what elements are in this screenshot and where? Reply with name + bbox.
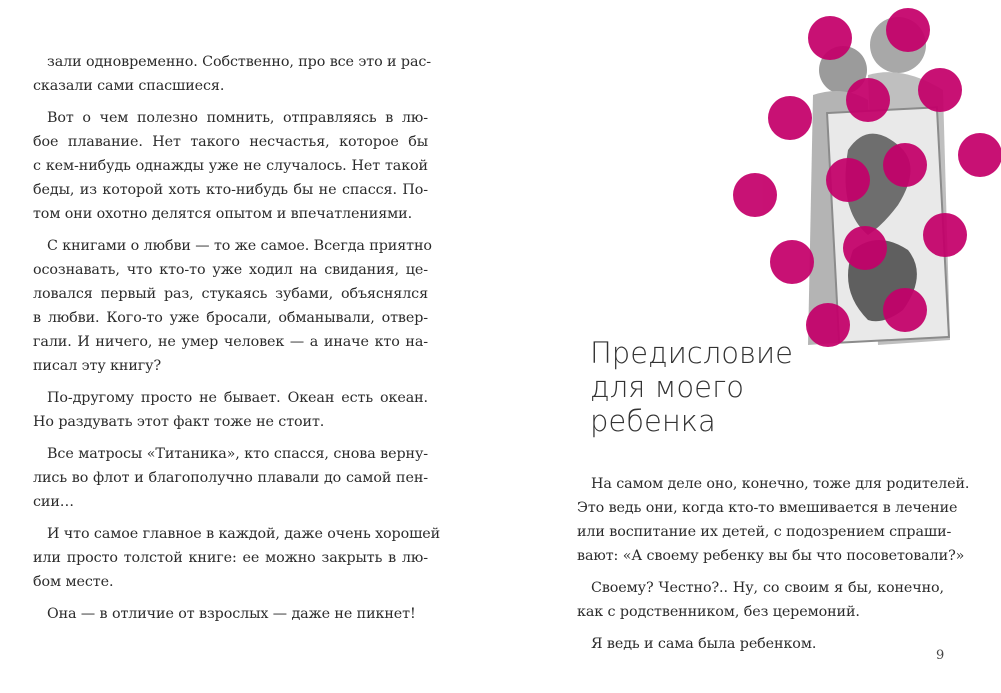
paragraph [33, 522, 441, 594]
chapter-title [590, 336, 793, 438]
text-line: писал эту книгу? [33, 358, 162, 374]
paragraph [33, 602, 428, 626]
right-page-body [577, 472, 970, 664]
text-line: бое плавание. Нет такого несчастья, которое бы [33, 134, 428, 150]
text-line: На самом деле оно, конечно, тоже для родителей. [591, 476, 970, 492]
paragraph [577, 472, 970, 568]
children-with-heart-illustration [728, 0, 1001, 370]
text-line: И что самое главное в каждой, даже очень хорошей [47, 526, 441, 542]
text-line: осознавать, что кто-то уже ходил на свидания, це- [33, 262, 428, 278]
text-line: бом месте. [33, 574, 114, 590]
text-line: вают: «А своему ребенку вы бы что посоветовали?» [577, 548, 965, 564]
paragraph [33, 442, 428, 514]
text-line: сии… [33, 494, 74, 510]
paragraph [577, 632, 944, 656]
chapter-title-line: ребенка [590, 404, 716, 438]
paragraph [33, 50, 432, 98]
text-line: Вот о чем полезно помнить, отправляясь в лю- [47, 110, 428, 126]
text-line: зали одновременно. Собственно, про все это и рас- [47, 54, 432, 70]
text-line: Но раздувать этот факт тоже не стоит. [33, 414, 325, 430]
text-line: беды, из которой хоть кто-нибудь бы не спасся. По- [33, 182, 428, 198]
text-line: ловался первый раз, стукаясь зубами, объяснялся [33, 286, 428, 302]
paragraph [577, 576, 944, 624]
text-line: или воспитание их детей, с подозрением спраши- [577, 524, 952, 540]
chapter-title-line: Предисловие [590, 336, 793, 370]
text-line: том они охотно делятся опытом и впечатлениями. [33, 206, 413, 222]
text-line: с кем-нибудь однажды уже не случалось. Нет такой [33, 158, 428, 174]
text-line: С книгами о любви — то же самое. Всегда приятно [47, 238, 432, 254]
paragraph [33, 106, 428, 226]
text-line: сказали сами спасшиеся. [33, 78, 225, 94]
text-line: Это ведь они, когда кто-то вмешивается в лечение [577, 500, 958, 516]
right-page [500, 0, 1001, 693]
text-line: как с родственником, без церемоний. [577, 604, 860, 620]
paragraph [33, 234, 432, 378]
text-line: Все матросы «Титаника», кто спасся, снова верну- [47, 446, 428, 462]
text-line: Своему? Честно?.. Ну, со своим я бы, конечно, [591, 580, 944, 596]
left-page [0, 0, 500, 693]
chapter-title-line: для моего [590, 370, 745, 404]
text-line: Она — в отличие от взрослых — даже не пикнет! [47, 606, 416, 622]
text-line: Я ведь и сама была ребенком. [591, 636, 817, 652]
paragraph [33, 386, 428, 434]
text-line: или просто толстой книге: ее можно закрыть в лю- [33, 550, 428, 566]
text-line: лись во флот и благополучно плавали до самой пен- [33, 470, 428, 486]
text-line: По-другому просто не бывает. Океан есть океан. [47, 390, 428, 406]
text-line: гали. И ничего, не умер человек — а иначе кто на- [33, 334, 428, 350]
text-line: в любви. Кого-то уже бросали, обманывали, отвер- [33, 310, 428, 326]
page-number: 9 [936, 648, 945, 663]
left-page-body [33, 50, 441, 634]
